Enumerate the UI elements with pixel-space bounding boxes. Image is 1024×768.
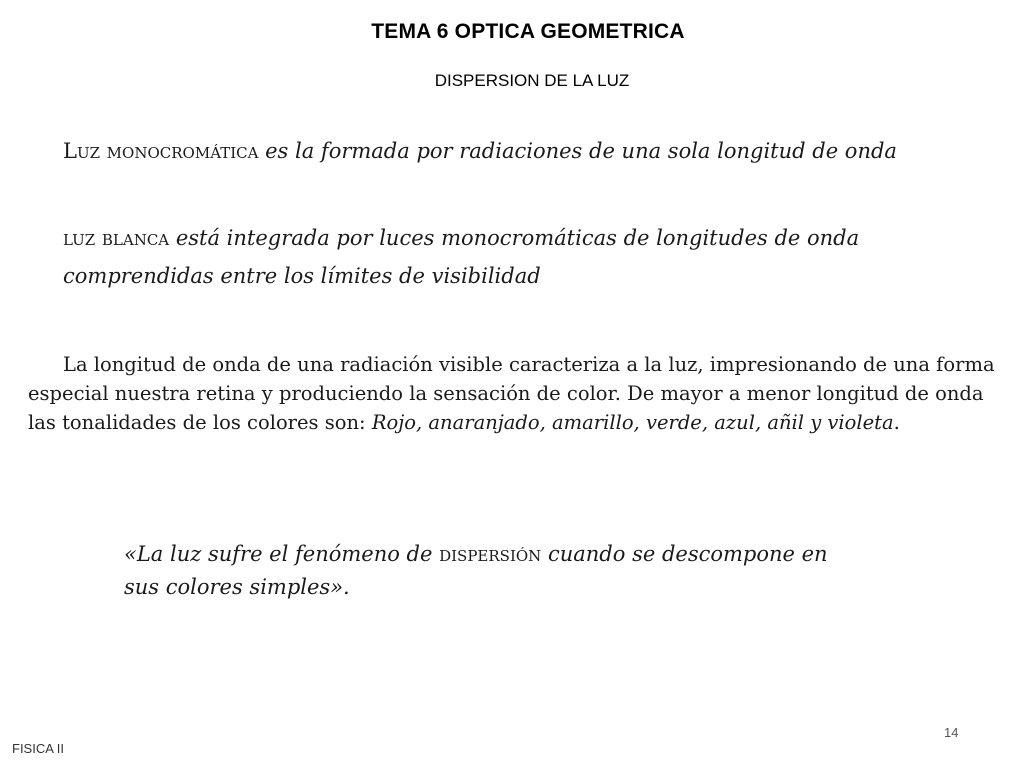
dispersion-quote-line-1: [124, 538, 828, 571]
dispersion-quote: [124, 538, 828, 604]
wavelength-line-2: especial nuestra retina y produciendo la sensación de color. De mayor a menor longitud de onda: [28, 382, 984, 405]
wavelength-line-1: La longitud de onda de una radiación visible caracteriza a la luz, impresionando de una forma: [63, 353, 995, 376]
monochromatic-light-definition: [63, 139, 897, 163]
course-name: FISICA II: [12, 741, 65, 756]
white-light-line-2: comprendidas entre los límites de visibilidad: [63, 264, 541, 288]
page-number: 14: [944, 725, 959, 740]
monochromatic-light-term: Luz monocromática: [63, 139, 259, 163]
wavelength-color-paragraph: [28, 350, 1008, 437]
slide-title: TEMA 6 OPTICA GEOMETRICA: [371, 20, 685, 43]
dispersion-quote-prefix: «La luz sufre el fenómeno de: [124, 542, 440, 566]
white-light-line-1: [63, 219, 859, 257]
colors-end: .: [893, 411, 900, 434]
dispersion-quote-line-2: sus colores simples».: [124, 575, 350, 599]
colors-intro: las tonalidades de los colores son:: [28, 411, 372, 434]
white-light-text-1: está integrada por luces monocromáticas de longitudes de onda: [169, 226, 860, 250]
slide-subtitle: DISPERSION DE LA LUZ: [434, 71, 630, 90]
white-light-term: luz blanca: [63, 226, 170, 250]
dispersion-quote-suffix: cuando se descompone en: [541, 542, 828, 566]
colors-list: Rojo, anaranjado, amarillo, verde, azul, añil y violeta: [371, 411, 894, 434]
wavelength-line-3: [28, 408, 1008, 437]
white-light-definition: [63, 219, 859, 295]
monochromatic-light-text: es la formada por radiaciones de una sola longitud de onda: [258, 139, 897, 163]
dispersion-term: dispersión: [439, 542, 542, 566]
